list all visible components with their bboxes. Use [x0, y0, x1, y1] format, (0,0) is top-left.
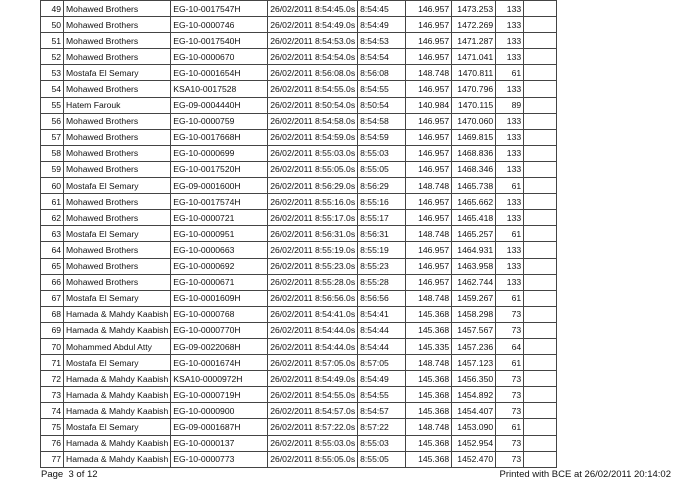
empty-cell	[524, 290, 557, 306]
row-index: 65	[41, 258, 64, 274]
table-row	[41, 129, 557, 145]
name-cell: Mohawed Brothers	[64, 194, 171, 210]
table-row	[41, 81, 557, 97]
value-c-cell: 73	[496, 403, 524, 419]
value-c-cell: 133	[496, 1, 524, 17]
datetime-cell: 26/02/2011 8:54:59.0s	[268, 129, 358, 145]
value-b-cell: 1470.115	[452, 97, 496, 113]
value-c-cell: 73	[496, 387, 524, 403]
time-cell: 8:54:58	[358, 113, 406, 129]
time-cell: 8:55:17	[358, 210, 406, 226]
value-a-cell: 140.984	[406, 97, 452, 113]
name-cell: Mostafa El Semary	[64, 65, 171, 81]
value-b-cell: 1471.287	[452, 33, 496, 49]
datetime-cell: 26/02/2011 8:50:54.0s	[268, 97, 358, 113]
value-b-cell: 1454.892	[452, 387, 496, 403]
table-row	[41, 210, 557, 226]
name-cell: Hamada & Mahdy Kaabish	[64, 403, 171, 419]
datetime-cell: 26/02/2011 8:54:49.0s	[268, 17, 358, 33]
datetime-cell: 26/02/2011 8:54:44.0s	[268, 338, 358, 354]
table-row	[41, 451, 557, 467]
value-a-cell: 145.368	[406, 322, 452, 338]
name-cell: Hatem Farouk	[64, 97, 171, 113]
code-cell: EG-10-0000692	[171, 258, 268, 274]
name-cell: Mohawed Brothers	[64, 1, 171, 17]
code-cell: EG-10-0001609H	[171, 290, 268, 306]
value-b-cell: 1452.470	[452, 451, 496, 467]
value-c-cell: 133	[496, 274, 524, 290]
value-b-cell: 1468.836	[452, 145, 496, 161]
value-b-cell: 1457.236	[452, 338, 496, 354]
value-b-cell: 1462.744	[452, 274, 496, 290]
row-index: 67	[41, 290, 64, 306]
code-cell: EG-10-0000719H	[171, 387, 268, 403]
row-index: 72	[41, 371, 64, 387]
table-row	[41, 161, 557, 177]
table-row	[41, 371, 557, 387]
time-cell: 8:50:54	[358, 97, 406, 113]
time-cell: 8:54:44	[358, 322, 406, 338]
table-row	[41, 145, 557, 161]
value-b-cell: 1470.060	[452, 113, 496, 129]
value-a-cell: 146.957	[406, 1, 452, 17]
datetime-cell: 26/02/2011 8:55:23.0s	[268, 258, 358, 274]
row-index: 55	[41, 97, 64, 113]
value-a-cell: 146.957	[406, 129, 452, 145]
datetime-cell: 26/02/2011 8:54:41.0s	[268, 306, 358, 322]
results-table-body	[41, 1, 557, 468]
empty-cell	[524, 451, 557, 467]
value-b-cell: 1470.811	[452, 65, 496, 81]
name-cell: Hamada & Mahdy Kaabish	[64, 435, 171, 451]
time-cell: 8:56:29	[358, 178, 406, 194]
name-cell: Mostafa El Semary	[64, 226, 171, 242]
name-cell: Mohawed Brothers	[64, 161, 171, 177]
value-b-cell: 1457.123	[452, 355, 496, 371]
name-cell: Mohawed Brothers	[64, 81, 171, 97]
row-index: 53	[41, 65, 64, 81]
empty-cell	[524, 355, 557, 371]
name-cell: Mohawed Brothers	[64, 274, 171, 290]
name-cell: Mohawed Brothers	[64, 113, 171, 129]
time-cell: 8:55:19	[358, 242, 406, 258]
empty-cell	[524, 274, 557, 290]
empty-cell	[524, 242, 557, 258]
value-b-cell: 1452.954	[452, 435, 496, 451]
results-table	[40, 0, 557, 468]
value-c-cell: 73	[496, 451, 524, 467]
code-cell: EG-10-0017520H	[171, 161, 268, 177]
value-c-cell: 133	[496, 258, 524, 274]
code-cell: EG-10-0000137	[171, 435, 268, 451]
row-index: 69	[41, 322, 64, 338]
empty-cell	[524, 371, 557, 387]
name-cell: Mostafa El Semary	[64, 178, 171, 194]
name-cell: Mohammed Abdul Atty	[64, 338, 171, 354]
empty-cell	[524, 33, 557, 49]
value-a-cell: 145.368	[406, 371, 452, 387]
datetime-cell: 26/02/2011 8:55:16.0s	[268, 194, 358, 210]
value-c-cell: 133	[496, 161, 524, 177]
empty-cell	[524, 145, 557, 161]
name-cell: Mohawed Brothers	[64, 258, 171, 274]
empty-cell	[524, 226, 557, 242]
empty-cell	[524, 65, 557, 81]
value-a-cell: 146.957	[406, 210, 452, 226]
empty-cell	[524, 1, 557, 17]
code-cell: EG-10-0000721	[171, 210, 268, 226]
empty-cell	[524, 419, 557, 435]
code-cell: EG-10-0000759	[171, 113, 268, 129]
value-a-cell: 148.748	[406, 226, 452, 242]
time-cell: 8:54:41	[358, 306, 406, 322]
table-row	[41, 290, 557, 306]
value-a-cell: 148.748	[406, 355, 452, 371]
value-a-cell: 145.368	[406, 451, 452, 467]
row-index: 56	[41, 113, 64, 129]
value-c-cell: 61	[496, 355, 524, 371]
value-b-cell: 1472.269	[452, 17, 496, 33]
code-cell: EG-10-0000770H	[171, 322, 268, 338]
value-b-cell: 1463.958	[452, 258, 496, 274]
table-row	[41, 1, 557, 17]
time-cell: 8:54:55	[358, 387, 406, 403]
datetime-cell: 26/02/2011 8:54:49.0s	[268, 371, 358, 387]
value-a-cell: 146.957	[406, 242, 452, 258]
code-cell: EG-10-0017668H	[171, 129, 268, 145]
row-index: 52	[41, 49, 64, 65]
value-b-cell: 1458.298	[452, 306, 496, 322]
value-a-cell: 148.748	[406, 290, 452, 306]
value-b-cell: 1469.815	[452, 129, 496, 145]
row-index: 54	[41, 81, 64, 97]
code-cell: EG-10-0000671	[171, 274, 268, 290]
name-cell: Mostafa El Semary	[64, 290, 171, 306]
empty-cell	[524, 387, 557, 403]
name-cell: Mohawed Brothers	[64, 33, 171, 49]
row-index: 58	[41, 145, 64, 161]
value-b-cell: 1471.041	[452, 49, 496, 65]
value-c-cell: 133	[496, 17, 524, 33]
value-b-cell: 1456.350	[452, 371, 496, 387]
row-index: 70	[41, 338, 64, 354]
row-index: 75	[41, 419, 64, 435]
empty-cell	[524, 129, 557, 145]
code-cell: EG-10-0000951	[171, 226, 268, 242]
time-cell: 8:54:49	[358, 371, 406, 387]
name-cell: Mohawed Brothers	[64, 129, 171, 145]
value-c-cell: 73	[496, 306, 524, 322]
page-label: Page	[41, 469, 64, 480]
value-b-cell: 1465.662	[452, 194, 496, 210]
name-cell: Mohawed Brothers	[64, 49, 171, 65]
datetime-cell: 26/02/2011 8:55:28.0s	[268, 274, 358, 290]
value-a-cell: 146.957	[406, 81, 452, 97]
value-a-cell: 146.957	[406, 274, 452, 290]
table-row	[41, 17, 557, 33]
empty-cell	[524, 97, 557, 113]
code-cell: EG-10-0000900	[171, 403, 268, 419]
time-cell: 8:54:45	[358, 1, 406, 17]
datetime-cell: 26/02/2011 8:54:44.0s	[268, 322, 358, 338]
name-cell: Mohawed Brothers	[64, 210, 171, 226]
row-index: 62	[41, 210, 64, 226]
value-c-cell: 64	[496, 338, 524, 354]
time-cell: 8:55:23	[358, 258, 406, 274]
value-a-cell: 146.957	[406, 161, 452, 177]
table-row	[41, 49, 557, 65]
value-a-cell: 145.368	[406, 306, 452, 322]
time-cell: 8:54:54	[358, 49, 406, 65]
code-cell: EG-10-0000670	[171, 49, 268, 65]
row-index: 63	[41, 226, 64, 242]
empty-cell	[524, 210, 557, 226]
row-index: 61	[41, 194, 64, 210]
printed-timestamp: Printed with BCE at 26/02/2011 20:14:02	[499, 469, 671, 480]
value-a-cell: 148.748	[406, 178, 452, 194]
time-cell: 8:54:44	[358, 338, 406, 354]
value-a-cell: 145.335	[406, 338, 452, 354]
time-cell: 8:57:05	[358, 355, 406, 371]
code-cell: EG-10-0000699	[171, 145, 268, 161]
code-cell: EG-10-0000768	[171, 306, 268, 322]
table-row	[41, 194, 557, 210]
time-cell: 8:54:49	[358, 17, 406, 33]
time-cell: 8:55:05	[358, 161, 406, 177]
table-row	[41, 33, 557, 49]
datetime-cell: 26/02/2011 8:55:19.0s	[268, 242, 358, 258]
value-b-cell: 1465.418	[452, 210, 496, 226]
datetime-cell: 26/02/2011 8:56:56.0s	[268, 290, 358, 306]
table-row	[41, 97, 557, 113]
time-cell: 8:54:53	[358, 33, 406, 49]
time-cell: 8:55:16	[358, 194, 406, 210]
value-c-cell: 133	[496, 210, 524, 226]
time-cell: 8:54:59	[358, 129, 406, 145]
row-index: 64	[41, 242, 64, 258]
empty-cell	[524, 403, 557, 419]
table-row	[41, 403, 557, 419]
table-row	[41, 338, 557, 354]
code-cell: EG-10-0017547H	[171, 1, 268, 17]
row-index: 71	[41, 355, 64, 371]
datetime-cell: 26/02/2011 8:54:58.0s	[268, 113, 358, 129]
row-index: 74	[41, 403, 64, 419]
empty-cell	[524, 49, 557, 65]
empty-cell	[524, 161, 557, 177]
empty-cell	[524, 178, 557, 194]
datetime-cell: 26/02/2011 8:56:08.0s	[268, 65, 358, 81]
empty-cell	[524, 338, 557, 354]
datetime-cell: 26/02/2011 8:57:22.0s	[268, 419, 358, 435]
datetime-cell: 26/02/2011 8:56:29.0s	[268, 178, 358, 194]
value-c-cell: 61	[496, 226, 524, 242]
time-cell: 8:55:03	[358, 145, 406, 161]
table-row	[41, 419, 557, 435]
datetime-cell: 26/02/2011 8:54:55.0s	[268, 387, 358, 403]
value-a-cell: 146.957	[406, 17, 452, 33]
value-c-cell: 133	[496, 81, 524, 97]
value-b-cell: 1464.931	[452, 242, 496, 258]
code-cell: KSA10-0017528	[171, 81, 268, 97]
empty-cell	[524, 113, 557, 129]
value-b-cell: 1465.257	[452, 226, 496, 242]
code-cell: EG-10-0000773	[171, 451, 268, 467]
time-cell: 8:56:08	[358, 65, 406, 81]
name-cell: Hamada & Mahdy Kaabish	[64, 306, 171, 322]
page-total: 12	[86, 469, 98, 480]
code-cell: EG-10-0001674H	[171, 355, 268, 371]
value-a-cell: 146.957	[406, 194, 452, 210]
value-b-cell: 1459.267	[452, 290, 496, 306]
value-a-cell: 148.748	[406, 419, 452, 435]
time-cell: 8:56:31	[358, 226, 406, 242]
table-row	[41, 322, 557, 338]
table-row	[41, 258, 557, 274]
datetime-cell: 26/02/2011 8:55:03.0s	[268, 145, 358, 161]
empty-cell	[524, 306, 557, 322]
table-row	[41, 226, 557, 242]
value-c-cell: 133	[496, 113, 524, 129]
time-cell: 8:55:03	[358, 435, 406, 451]
value-c-cell: 89	[496, 97, 524, 113]
code-cell: EG-09-0022068H	[171, 338, 268, 354]
code-cell: EG-10-0000746	[171, 17, 268, 33]
name-cell: Mohawed Brothers	[64, 17, 171, 33]
value-c-cell: 73	[496, 435, 524, 451]
datetime-cell: 26/02/2011 8:54:45.0s	[268, 1, 358, 17]
table-row	[41, 242, 557, 258]
value-c-cell: 61	[496, 290, 524, 306]
name-cell: Hamada & Mahdy Kaabish	[64, 322, 171, 338]
name-cell: Mostafa El Semary	[64, 355, 171, 371]
code-cell: EG-09-0001687H	[171, 419, 268, 435]
code-cell: EG-09-0001600H	[171, 178, 268, 194]
value-c-cell: 133	[496, 242, 524, 258]
table-row	[41, 65, 557, 81]
code-cell: EG-10-0001654H	[171, 65, 268, 81]
value-c-cell: 61	[496, 178, 524, 194]
value-b-cell: 1453.090	[452, 419, 496, 435]
row-index: 68	[41, 306, 64, 322]
value-c-cell: 61	[496, 419, 524, 435]
name-cell: Mostafa El Semary	[64, 419, 171, 435]
table-row	[41, 178, 557, 194]
datetime-cell: 26/02/2011 8:54:55.0s	[268, 81, 358, 97]
name-cell: Hamada & Mahdy Kaabish	[64, 387, 171, 403]
code-cell: EG-10-0017574H	[171, 194, 268, 210]
page-number	[41, 469, 98, 480]
time-cell: 8:56:56	[358, 290, 406, 306]
datetime-cell: 26/02/2011 8:55:05.0s	[268, 161, 358, 177]
time-cell: 8:54:55	[358, 81, 406, 97]
value-c-cell: 133	[496, 33, 524, 49]
name-cell: Hamada & Mahdy Kaabish	[64, 451, 171, 467]
value-c-cell: 133	[496, 194, 524, 210]
value-a-cell: 146.957	[406, 145, 452, 161]
datetime-cell: 26/02/2011 8:55:05.0s	[268, 451, 358, 467]
value-c-cell: 133	[496, 145, 524, 161]
empty-cell	[524, 81, 557, 97]
row-index: 50	[41, 17, 64, 33]
code-cell: EG-10-0017540H	[171, 33, 268, 49]
value-c-cell: 133	[496, 49, 524, 65]
datetime-cell: 26/02/2011 8:54:53.0s	[268, 33, 358, 49]
time-cell: 8:54:57	[358, 403, 406, 419]
value-c-cell: 73	[496, 322, 524, 338]
empty-cell	[524, 17, 557, 33]
table-row	[41, 274, 557, 290]
table-row	[41, 435, 557, 451]
empty-cell	[524, 322, 557, 338]
empty-cell	[524, 435, 557, 451]
name-cell: Mohawed Brothers	[64, 242, 171, 258]
table-row	[41, 387, 557, 403]
value-b-cell: 1454.407	[452, 403, 496, 419]
table-row	[41, 306, 557, 322]
value-b-cell: 1468.346	[452, 161, 496, 177]
row-index: 73	[41, 387, 64, 403]
row-index: 59	[41, 161, 64, 177]
table-row	[41, 355, 557, 371]
datetime-cell: 26/02/2011 8:56:31.0s	[268, 226, 358, 242]
empty-cell	[524, 258, 557, 274]
value-a-cell: 145.368	[406, 403, 452, 419]
value-a-cell: 146.957	[406, 33, 452, 49]
page-current: 3	[68, 469, 74, 480]
code-cell: EG-09-0004440H	[171, 97, 268, 113]
row-index: 66	[41, 274, 64, 290]
row-index: 60	[41, 178, 64, 194]
time-cell: 8:57:22	[358, 419, 406, 435]
value-c-cell: 133	[496, 129, 524, 145]
value-b-cell: 1465.738	[452, 178, 496, 194]
value-a-cell: 146.957	[406, 113, 452, 129]
page-of: of	[76, 469, 85, 480]
datetime-cell: 26/02/2011 8:54:54.0s	[268, 49, 358, 65]
value-a-cell: 148.748	[406, 65, 452, 81]
value-a-cell: 146.957	[406, 49, 452, 65]
time-cell: 8:55:28	[358, 274, 406, 290]
value-b-cell: 1457.567	[452, 322, 496, 338]
row-index: 77	[41, 451, 64, 467]
empty-cell	[524, 194, 557, 210]
value-a-cell: 145.368	[406, 435, 452, 451]
datetime-cell: 26/02/2011 8:55:17.0s	[268, 210, 358, 226]
row-index: 57	[41, 129, 64, 145]
code-cell: EG-10-0000663	[171, 242, 268, 258]
value-b-cell: 1473.253	[452, 1, 496, 17]
datetime-cell: 26/02/2011 8:54:57.0s	[268, 403, 358, 419]
row-index: 49	[41, 1, 64, 17]
code-cell: KSA10-0000972H	[171, 371, 268, 387]
row-index: 76	[41, 435, 64, 451]
value-b-cell: 1470.796	[452, 81, 496, 97]
row-index: 51	[41, 33, 64, 49]
datetime-cell: 26/02/2011 8:55:03.0s	[268, 435, 358, 451]
datetime-cell: 26/02/2011 8:57:05.0s	[268, 355, 358, 371]
value-a-cell: 146.957	[406, 258, 452, 274]
value-c-cell: 61	[496, 65, 524, 81]
table-row	[41, 113, 557, 129]
time-cell: 8:55:05	[358, 451, 406, 467]
name-cell: Mohawed Brothers	[64, 145, 171, 161]
value-a-cell: 145.368	[406, 387, 452, 403]
value-c-cell: 73	[496, 371, 524, 387]
name-cell: Hamada & Mahdy Kaabish	[64, 371, 171, 387]
